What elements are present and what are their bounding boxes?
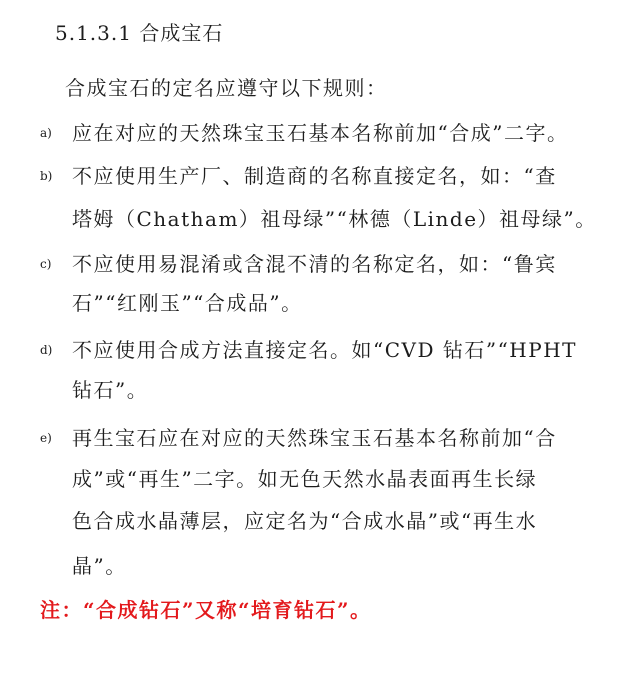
rule-c-line-1: 不应使用易混淆或含混不清的名称定名，如：“鲁宾 bbox=[72, 252, 557, 276]
rule-b-line-2: 塔姆（Chatham）祖母绿”“林德（Linde）祖母绿”。 bbox=[72, 207, 597, 231]
rule-c-label: c) bbox=[40, 257, 52, 271]
rule-a-label: a) bbox=[40, 126, 52, 140]
rule-e-line-2: 成”或“再生”二字。如无色天然水晶表面再生长绿 bbox=[72, 467, 538, 491]
intro-text: 合成宝石的定名应遵守以下规则： bbox=[65, 76, 388, 100]
section-heading: 5.1.3.1 合成宝石 bbox=[55, 21, 224, 45]
rule-e-label: e) bbox=[40, 431, 52, 445]
rule-d-label: d) bbox=[40, 343, 53, 357]
note-text: 注：“合成钻石”又称“培育钻石”。 bbox=[40, 598, 372, 622]
rule-e-line-1: 再生宝石应在对应的天然珠宝玉石基本名称前加“合 bbox=[72, 426, 557, 450]
rule-d-line-1: 不应使用合成方法直接定名。如“CVD 钻石”“HPHT bbox=[72, 338, 577, 362]
rule-b-line-1: 不应使用生产厂、制造商的名称直接定名，如：“查 bbox=[72, 164, 557, 188]
rule-d-line-2: 钻石”。 bbox=[72, 378, 149, 402]
rule-b-label: b) bbox=[40, 169, 53, 183]
rule-e-line-3: 色合成水晶薄层，应定名为“合成水晶”或“再生水 bbox=[72, 509, 538, 533]
rule-a-line-1: 应在对应的天然珠宝玉石基本名称前加“合成”二字。 bbox=[72, 121, 569, 145]
rule-e-line-4: 晶”。 bbox=[72, 554, 127, 578]
rule-c-line-2: 石”“红刚玉”“合成品”。 bbox=[72, 291, 303, 315]
